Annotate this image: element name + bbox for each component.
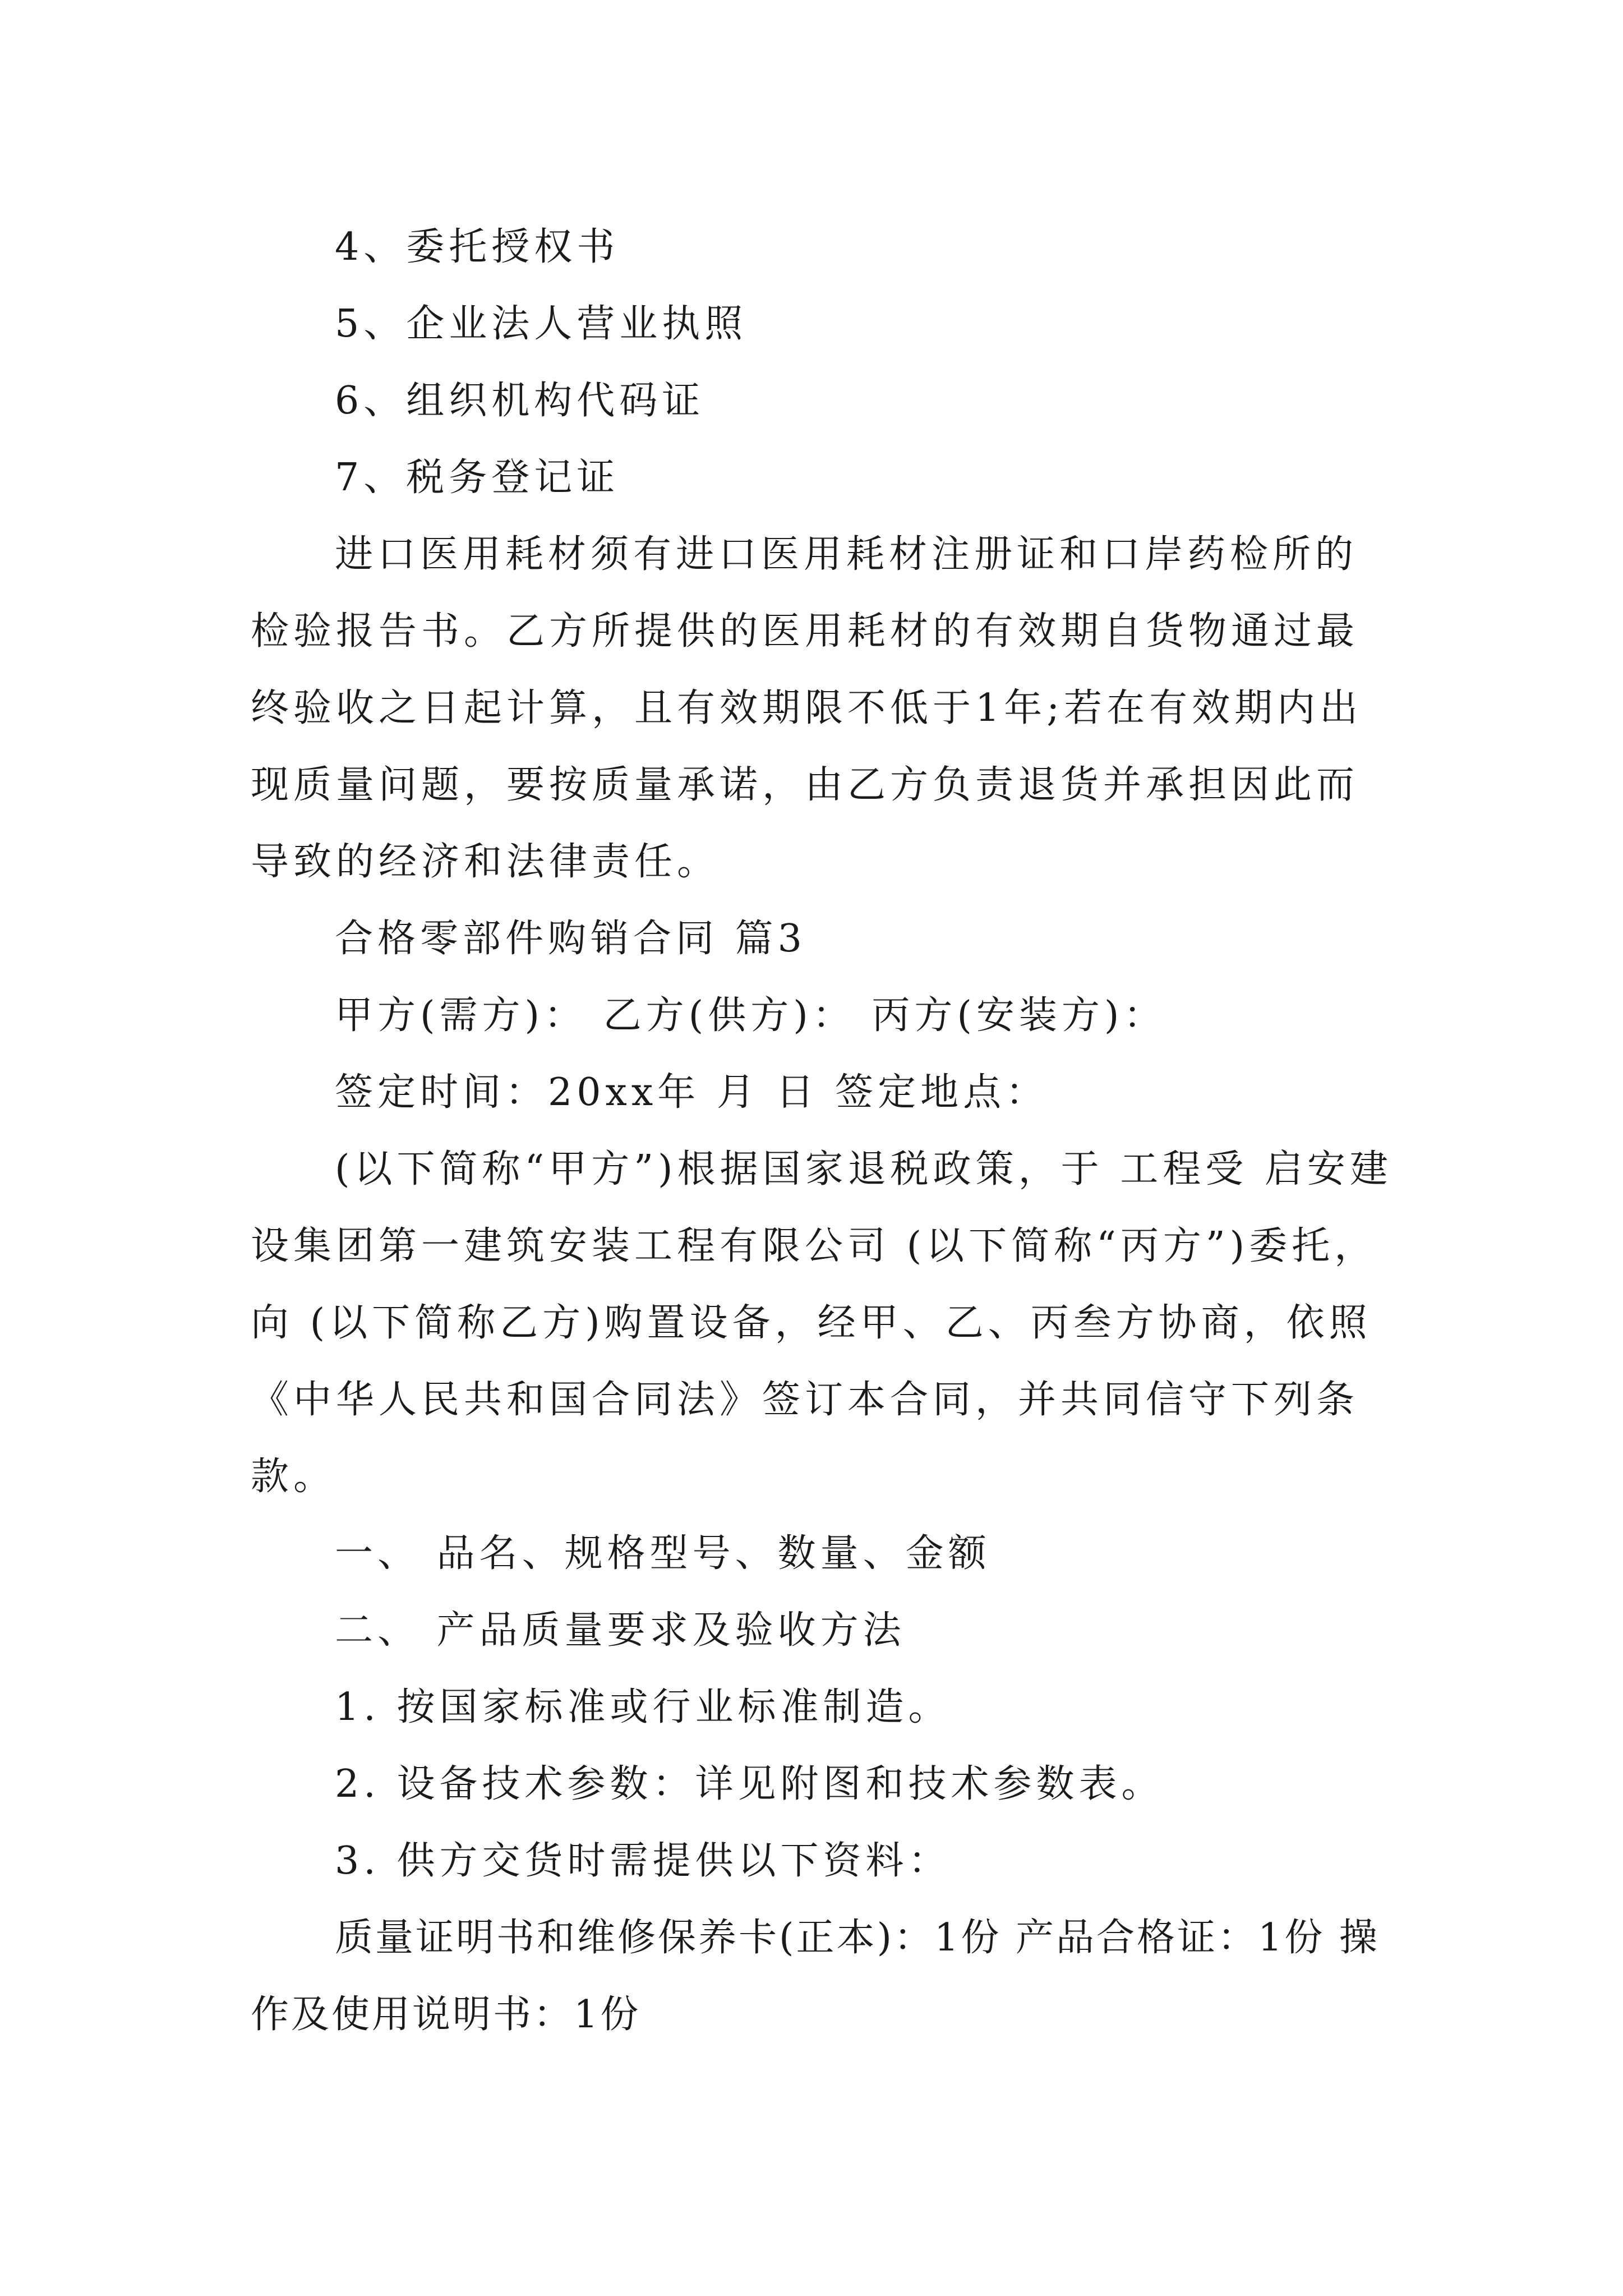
document-body bbox=[251, 209, 1395, 2053]
signing-info-line: 签定时间：20xx年 月 日 签定地点： bbox=[335, 1070, 1049, 1115]
list-item-technical-params: 2. 设备技术参数：详见附图和技术参数表。 bbox=[335, 1762, 1164, 1806]
list-item-tax-registration: 7、税务登记证 bbox=[335, 455, 620, 500]
list-item-standard: 1. 按国家标准或行业标准制造。 bbox=[335, 1685, 951, 1729]
paragraph-preamble: (以下简称“甲方”)根据国家退税政策，于 工程受 启安建设集团第一建筑安装工程有限公司 (以下简称“丙方”)委托，向 (以下简称乙方)购置设备，经甲、乙、丙叁方协商，依照《中华人民共和国合同法》签订本合同，并共同信守下列条款。 bbox=[251, 1147, 1393, 1499]
list-item-business-license: 5、企业法人营业执照 bbox=[335, 302, 748, 346]
heading-item-two: 二、 产品质量要求及验收方法 bbox=[335, 1608, 906, 1653]
list-item-organization-code: 6、组织机构代码证 bbox=[335, 379, 705, 423]
parties-line: 甲方(需方)： 乙方(供方)： 丙方(安装方)： bbox=[335, 993, 1166, 1038]
list-item-authorization-letter: 4、委托授权书 bbox=[335, 225, 620, 269]
paragraph-imported-consumables: 进口医用耗材须有进口医用耗材注册证和口岸药检所的检验报告书。乙方所提供的医用耗材的有效期自货物通过最终验收之日起计算，且有效期限不低于1年;若在有效期内出现质量问题，要按质量承诺，由乙方负责退货并承担因此而导致的经济和法律责任。 bbox=[251, 532, 1363, 884]
paragraph-documents-list: 质量证明书和维修保养卡(正本)：1份 产品合格证：1份 操作及使用说明书：1份 bbox=[251, 1916, 1380, 2037]
section-title: 合格零部件购销合同 篇3 bbox=[335, 917, 806, 961]
heading-item-one: 一、 品名、规格型号、数量、金额 bbox=[335, 1531, 991, 1576]
list-item-delivery-documents: 3. 供方交货时需提供以下资料： bbox=[335, 1839, 951, 1883]
